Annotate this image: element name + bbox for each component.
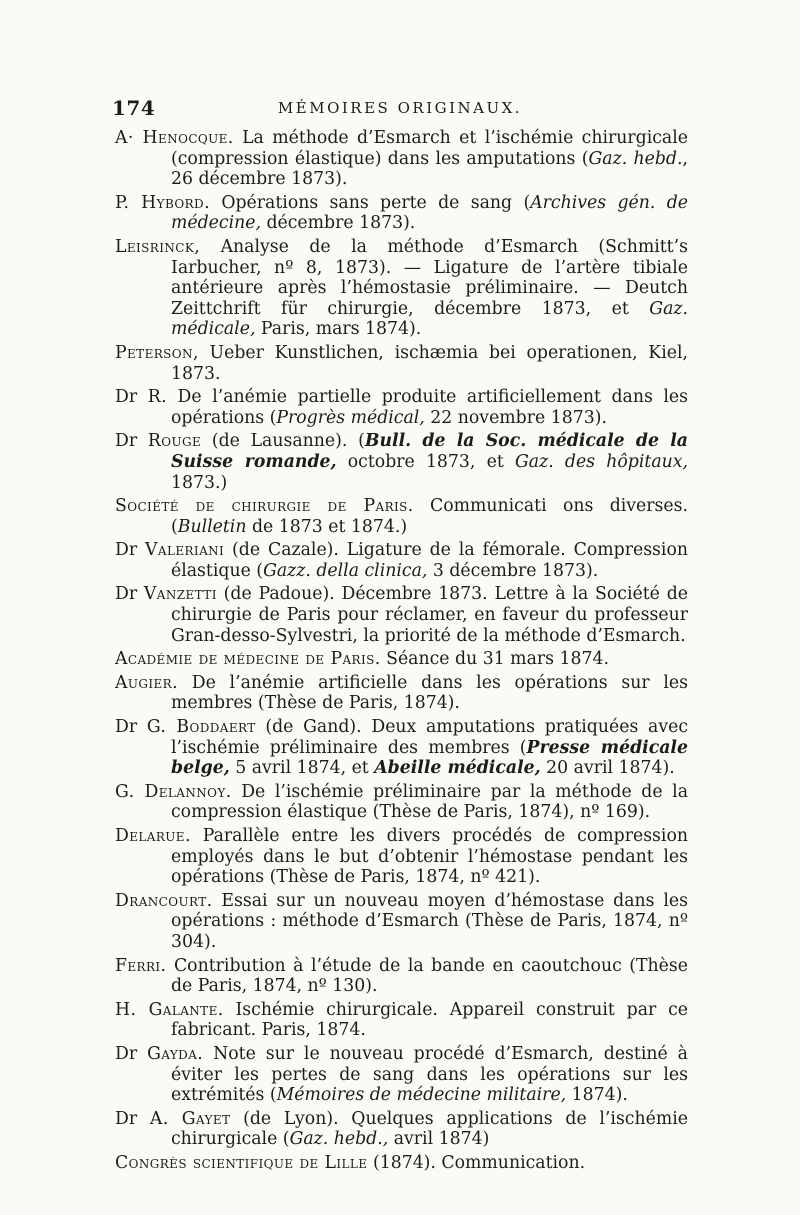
reference-tail: , 26 décembre 1873). bbox=[171, 148, 688, 190]
reference-author: Ferri. bbox=[115, 955, 167, 976]
reference-prefix: Dr bbox=[115, 717, 147, 738]
reference-entry bbox=[115, 237, 688, 340]
reference-text: Opérations sans perte de sang ( bbox=[209, 192, 531, 213]
reference-tail: décembre 1873). bbox=[260, 213, 416, 234]
reference-journal: Gaz. médicale, bbox=[171, 298, 688, 340]
reference-author: G. Boddaert bbox=[146, 717, 256, 738]
reference-text: Analyse de la méthode d’Esmarch (Schmitt’s Iarbucher, nº 8, 1873). — Ligature de l’artère tibiale antérieure après l’hémostasie préliminaire. — Deutch Zeittchrift für chirurgie, décembre 1873, et bbox=[171, 236, 688, 319]
reference-prefix: Dr bbox=[115, 387, 148, 408]
reference-author: G. Delannoy. bbox=[115, 781, 232, 802]
reference-text: Note sur le nouveau procédé d’Esmarch, destiné à éviter les pertes de sang dans les opérations sur les extrémités ( bbox=[171, 1043, 688, 1106]
reference-tail: 3 décembre 1873). bbox=[427, 560, 599, 581]
reference-tail-secondary: 20 avril 1874). bbox=[540, 758, 675, 779]
reference-entry bbox=[115, 826, 688, 888]
reference-entry bbox=[115, 387, 688, 428]
reference-entry bbox=[115, 540, 688, 581]
reference-tail: octobre 1873, et bbox=[336, 451, 515, 472]
reference-prefix: Dr bbox=[115, 1043, 148, 1064]
reference-entry bbox=[115, 193, 688, 234]
reference-author: A· Henocque. bbox=[115, 128, 234, 148]
reference-author: Académie de médecine de Paris. bbox=[115, 649, 381, 670]
reference-text: (de Gand). Deux amputations pratiquées avec l’ischémie préliminaire des membres ( bbox=[171, 717, 688, 758]
reference-tail: 1874). bbox=[566, 1085, 628, 1106]
reference-text: Ueber Kunstlichen, ischæmia bei operationen, Kiel, 1873. bbox=[171, 342, 688, 384]
reference-author: Leisrinck, bbox=[115, 236, 201, 257]
reference-entry bbox=[115, 891, 688, 953]
reference-journal-secondary: Abeille médicale, bbox=[374, 758, 541, 779]
reference-author: Société de chirurgie de Paris. bbox=[115, 496, 414, 517]
reference-author: Augier. bbox=[115, 672, 179, 693]
reference-author: Gayda. bbox=[147, 1043, 204, 1064]
reference-text: (de Cazale). Ligature de la fémorale. Compression élastique ( bbox=[171, 540, 688, 581]
reference-entry bbox=[115, 1153, 688, 1174]
reference-prefix: Dr bbox=[115, 540, 146, 561]
reference-tail: de 1873 et 1874.) bbox=[246, 516, 408, 537]
reference-prefix: Dr bbox=[115, 1108, 150, 1129]
page-header bbox=[112, 96, 688, 126]
reference-entry bbox=[115, 1044, 688, 1106]
reference-journal: Gazz. della clinica, bbox=[263, 560, 428, 581]
reference-entry bbox=[115, 128, 688, 190]
reference-text: (de Padoue). Décembre 1873. Lettre à la Société de chirurgie de Paris pour réclamer, en faveur du professeur Gran-desso-Sylvestri, la priorité de la méthode d’Esmarch. bbox=[171, 584, 688, 646]
reference-journal: Progrès médical, bbox=[276, 407, 425, 428]
running-title: MÉMOIRES ORIGINAUX. bbox=[277, 99, 523, 117]
reference-text: Communicati ons diverses. ( bbox=[171, 496, 688, 537]
reference-text: Parallèle entre les divers procédés de compression employés dans le but d’obtenir l’hémostase pendant les opérations (Thèse de Paris, 1874, nº 421). bbox=[171, 826, 688, 888]
reference-entry bbox=[115, 584, 688, 646]
reference-entry bbox=[115, 956, 688, 997]
reference-tail: 5 avril 1874, et bbox=[229, 758, 375, 779]
reference-journal: Gaz. hebd., bbox=[289, 1129, 389, 1150]
reference-author: Delarue. bbox=[115, 826, 191, 846]
reference-tail: 22 novembre 1873). bbox=[424, 407, 607, 428]
reference-author: R. bbox=[147, 387, 167, 408]
reference-journal: Bulletin bbox=[177, 516, 247, 537]
reference-author: Rouge bbox=[147, 431, 202, 452]
reference-tail: Paris, mars 1874). bbox=[255, 319, 422, 340]
reference-entry bbox=[115, 431, 688, 493]
reference-entry bbox=[115, 673, 688, 714]
reference-text: (de Lyon). Quelques applications de l’ischémie chirurgicale ( bbox=[171, 1108, 688, 1150]
reference-entry bbox=[115, 1000, 688, 1041]
reference-journal: Presse médicale belge, bbox=[171, 737, 688, 779]
page-number: 174 bbox=[112, 96, 156, 120]
reference-journal: Archives gén. de médecine, bbox=[171, 192, 688, 234]
reference-entry bbox=[115, 1109, 688, 1150]
reference-text: La méthode d’Esmarch et l’ischémie chirurgicale (compression élastique) dans les amputations ( bbox=[171, 128, 688, 169]
reference-tail-secondary: 1873.) bbox=[171, 472, 228, 493]
reference-list bbox=[115, 128, 688, 1177]
reference-text: De l’anémie partielle produite artificiellement dans les opérations ( bbox=[167, 387, 688, 428]
reference-tail: avril 1874) bbox=[388, 1129, 490, 1150]
reference-author: Drancourt. bbox=[115, 890, 213, 911]
reference-text: De l’anémie artificielle dans les opérations sur les membres (Thèse de Paris, 1874). bbox=[171, 672, 688, 714]
reference-journal: Bull. de la Soc. médicale de la Suisse romande, bbox=[171, 431, 688, 472]
reference-journal-secondary: Gaz. des hôpitaux, bbox=[514, 451, 688, 472]
reference-entry bbox=[115, 717, 688, 779]
reference-entry bbox=[115, 782, 688, 823]
reference-journal: Gaz. hebd. bbox=[588, 148, 683, 169]
reference-prefix: Dr bbox=[115, 584, 144, 605]
reference-author: A. Gayet bbox=[149, 1108, 231, 1129]
reference-text: (1874). Communication. bbox=[367, 1152, 586, 1173]
reference-text: Essai sur un nouveau moyen d’hémostase dans les opérations : méthode d’Esmarch (Thèse de Paris, 1874, nº 304). bbox=[171, 890, 688, 952]
reference-text: Séance du 31 mars 1874. bbox=[380, 649, 609, 670]
reference-text: Ischémie chirurgicale. Appareil construit par ce fabricant. Paris, 1874. bbox=[171, 999, 688, 1041]
reference-author: H. Galante. bbox=[115, 999, 224, 1020]
reference-author: Peterson, bbox=[115, 342, 199, 363]
reference-entry bbox=[115, 649, 688, 670]
reference-entry bbox=[115, 496, 688, 537]
reference-author: P. Hybord. bbox=[115, 192, 210, 213]
reference-author: Congrès scientifique de Lille bbox=[115, 1152, 368, 1173]
reference-text: (de Lausanne). ( bbox=[201, 431, 365, 452]
reference-text: Contribution à l’étude de la bande en caoutchouc (Thèse de Paris, 1874, nº 130). bbox=[166, 955, 688, 997]
reference-prefix: Dr bbox=[115, 431, 148, 452]
reference-text: De l’ischémie préliminaire par la méthode de la compression élastique (Thèse de Paris, 1874), nº 169). bbox=[171, 781, 688, 823]
reference-author: Vanzetti bbox=[143, 584, 217, 605]
reference-author: Valeriani bbox=[145, 540, 225, 561]
reference-journal: Mémoires de médecine militaire, bbox=[276, 1085, 567, 1106]
reference-entry bbox=[115, 343, 688, 384]
